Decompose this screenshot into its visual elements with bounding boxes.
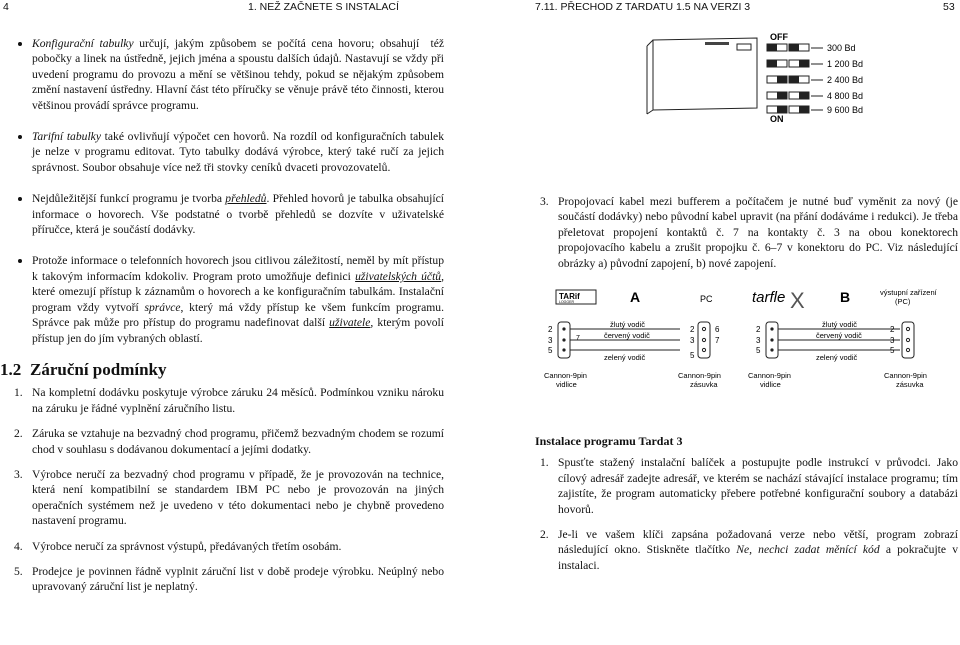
device-label-plate: [705, 42, 729, 45]
output-device-sublabel: (PC): [895, 297, 911, 306]
baud-rate-label: 9 600 Bd: [827, 105, 864, 115]
output-device-label: výstupní zařízení: [880, 288, 937, 297]
diagram-b-label: B: [840, 289, 851, 305]
pin-label: 5: [690, 351, 695, 360]
section-title: Záruční podmínky: [30, 359, 167, 379]
list-item: Konfigurační tabulky určují, jakým způsobem se počítá cena hovoru; obsahují též pobočky a linek na ústředně, jejich jména a spoustu dalších údajů. Nastavují se vždy při uvedení programu do provozu a mění se většinou tehdy, pokud se nějakým způsobem změní nastavení ústředny. Hlavní část této příručky se věnuje právě této činnosti, kterou většinou provádí správce programu.: [14, 36, 444, 113]
pin-label: 3: [690, 336, 695, 345]
connector-female-label: Cannon-9pin: [678, 371, 721, 380]
list-item: 2. Záruka se vztahuje na bezvadný chod programu, přičemž bezvadným chodem se rozumí chod v souhlasu s dodávanou dokumentací a jejími dodatky.: [14, 427, 444, 456]
warranty-list: [14, 385, 444, 594]
list-item: 3. Propojovací kabel mezi bufferem a počítačem je nutné buď vyměnit za nový (je součástí dodávky) nebo původní kabel upravit (na přání dodáváme i redukci). Je třeba přeletovat propojení kontaktů č. 7 na kontakty č. 3 na obou konektorech propojovacího kabelu a zrušit propojku č. 6–7 v konektoru do PC. Viz následující obrázky a) původní zapojení, b) nové zapojení.: [540, 195, 958, 270]
switch-rows: [767, 43, 863, 115]
pin-label: 2: [890, 325, 895, 334]
on-label: ON: [770, 114, 784, 124]
list-item: 1. Na kompletní dodávku poskytuje výrobce záruku 24 měsíců. Podmínkou vzniku nároku na záruku je řádné vyplnění záručního listu.: [14, 386, 444, 415]
connector-female-label: Cannon-9pin: [884, 371, 927, 380]
pin-label: 2: [548, 325, 553, 334]
buffer-device-outline: [653, 38, 757, 110]
list-item: Nejdůležitější funkcí programu je tvorba přehledů. Přehled hovorů je tabulka obsahující informace o hovorech. Vše podstatné o tvorbě přehledů se dozvíte v uživatelské příručce, která je součástí dodávky.: [14, 191, 444, 237]
red-wire-label: červený vodič: [816, 331, 862, 340]
install-steps: [535, 455, 958, 573]
switch-row: [767, 91, 863, 101]
pin-label: 2: [690, 325, 695, 334]
device-edge: [647, 40, 653, 46]
tarif-logo: [556, 290, 596, 304]
list-item: 1. Spusťte stažený instalační balíček a postupujte podle instrukcí v průvodci. Jako cílový adresář zadejte adresář, ve kterém se nachází stávající instalace programu; tím zajistíte, že program automaticky přebere potřebné konfigurační soubory a databázi hovorů.: [540, 456, 958, 516]
page-header: [0, 0, 960, 14]
pin-label: 6: [715, 325, 720, 334]
baud-rate-label: 1 200 Bd: [827, 59, 864, 69]
device-edge: [647, 110, 653, 114]
connector-male-label: Cannon-9pin: [748, 371, 791, 380]
switch-row: [767, 59, 863, 69]
pin-label: 3: [548, 336, 553, 345]
dip-switch-figure: [645, 30, 875, 124]
baud-rate-label: 4 800 Bd: [827, 91, 864, 101]
pin-label: 7: [715, 336, 720, 345]
pin-label: 5: [890, 346, 895, 355]
connector-female-sublabel: zásuvka: [896, 380, 924, 389]
svg-text:TARif: TARif: [559, 292, 580, 301]
list-item: 5. Prodejce je povinnen řádně vyplnit záruční list v době prodeje výrobku. Neúplný nebo upravovaný záruční list je neplatný.: [14, 564, 444, 594]
red-wire-label: červený vodič: [604, 331, 650, 340]
diagram-a: [544, 320, 721, 389]
list-item: Protože informace o telefonních hovorech jsou citlivou záležitostí, neměl by mít přístup k takovým informacím kdokoliv. Program proto umožňuje definici uživatelských účtů, které omezují přístup k záznamům o hovorech a ke konfiguračním tabulkám. Instalační program vždy vytvoří správce, který má vždy přístup ke všem funkcím programu. Správce pak může pro přístup do programu nadefinovat další uživatele, kterým povolí přístup jen do jím vybraných oblastí.: [14, 253, 444, 345]
pin-label: 3: [890, 336, 895, 345]
off-label: OFF: [770, 32, 788, 42]
pin7-label: 7: [576, 335, 580, 342]
switch-row: [767, 75, 863, 85]
pin-label: 5: [756, 346, 761, 355]
left-column: [0, 36, 445, 605]
left-running-title: 1. NEŽ ZAČNETE S INSTALACÍ: [248, 1, 399, 13]
baud-rate-label: 2 400 Bd: [827, 75, 864, 85]
connector-male-sublabel: vidlice: [556, 380, 577, 389]
connector-female-sublabel: zásuvka: [690, 380, 718, 389]
section-heading: [0, 359, 444, 379]
green-wire-label: zelený vodič: [604, 353, 646, 362]
install-heading: Instalace programu Tardat 3: [535, 434, 683, 448]
diagram-a-label: A: [630, 289, 641, 305]
pin-label: 5: [548, 346, 553, 355]
list-item: 3. Výrobce neručí za bezvadný chod programu v případě, že je provozován na technice, která není kompatibilní se standardem IBM PC nebo je provozován na jiných operačních systémem než je uvedeno v této dokumentaci nebo je chybně provedeno nastavení programu.: [14, 467, 444, 528]
right-page-number: 53: [943, 1, 955, 13]
list-item: 2. Je-li ve vašem klíči zapsána požadovaná verze nebo větší, program zobrazí následující okno. Stiskněte tlačítko Ne, nechci zadat měnící kód a pokračujte v instalaci.: [540, 528, 958, 572]
yellow-wire-label: žlutý vodič: [610, 320, 646, 329]
pin-label: 3: [756, 336, 761, 345]
install-block: [535, 434, 958, 583]
right-running-title: 7.11. PŘECHOD Z TARDATU 1.5 NA VERZI 3: [535, 1, 751, 13]
diagram-b: [748, 320, 927, 389]
step3-block: [540, 194, 958, 271]
tarfle-logo: [752, 288, 805, 313]
connector-male-sublabel: vidlice: [760, 380, 781, 389]
switch-row: [767, 105, 863, 115]
wiring-diagram: [540, 286, 960, 394]
pin-label: 2: [756, 325, 761, 334]
baud-rate-label: 300 Bd: [827, 43, 856, 53]
green-wire-label: zelený vodič: [816, 353, 858, 362]
yellow-wire-label: žlutý vodič: [822, 320, 858, 329]
switch-row: [767, 43, 856, 53]
pc-label: PC: [700, 294, 713, 304]
section-number: 1.2: [0, 359, 22, 379]
svg-text:LOGGER: LOGGER: [559, 300, 574, 304]
data-types-list: [14, 36, 444, 346]
svg-text:X: X: [790, 288, 805, 313]
left-page-number: 4: [3, 1, 9, 13]
list-item: 4. Výrobce neručí za správnost výstupů, předávaných třetím osobám.: [14, 539, 342, 553]
svg-text:tarfle: tarfle: [752, 289, 786, 306]
list-item: Tarifní tabulky také ovlivňují výpočet cen hovorů. Na rozdíl od konfiguračních tabulek je nelze v programu editovat. Tyto tabulky dodává výrobce, který také ručí za jejich správnost. Soubor obsahuje více než tři stovky ceníků dvaceti provozovatelů.: [14, 129, 444, 175]
connector-male-label: Cannon-9pin: [544, 371, 587, 380]
dip-switch-block: [737, 44, 751, 50]
